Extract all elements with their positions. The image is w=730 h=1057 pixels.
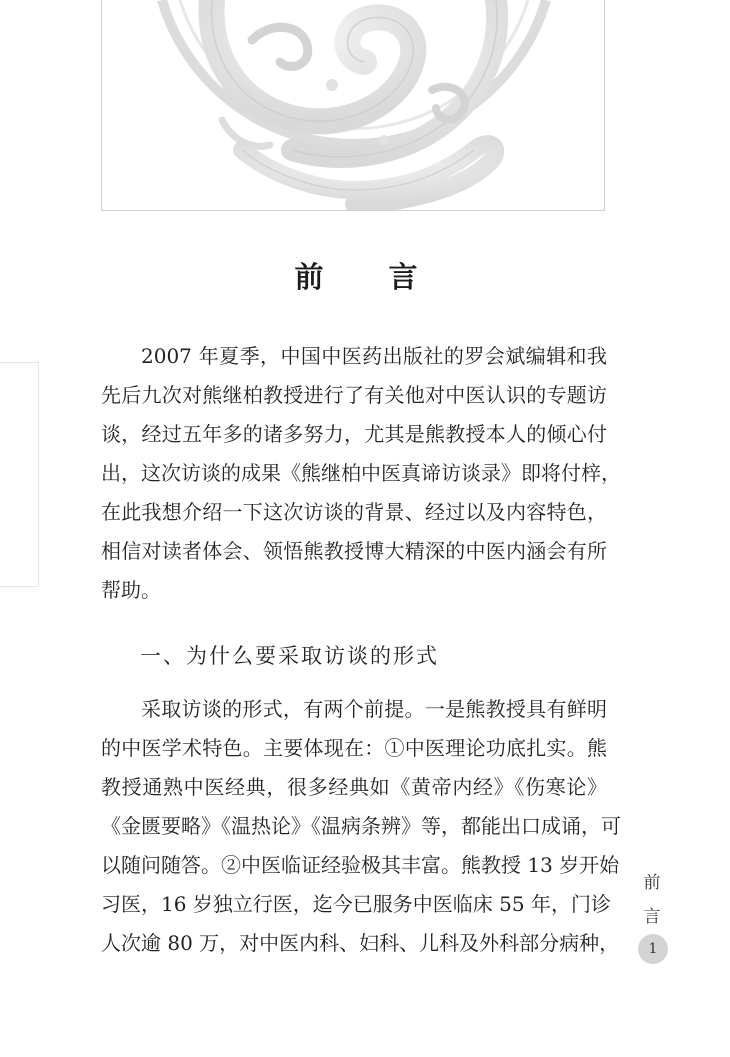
page-number-badge: 1	[638, 934, 668, 964]
running-head-char: 前	[643, 873, 661, 893]
text-line: 习医，16 岁独立行医，迄今已服务中医临床 55 年，门诊	[101, 892, 611, 916]
header-ornament-image	[101, 0, 605, 211]
text-line: 教授通熟中医经典，很多经典如《黄帝内经》《伤寒论》	[101, 775, 607, 799]
text-line: 相信对读者体会、领悟熊教授博大精深的中医内涵会有所	[101, 539, 607, 563]
running-head	[640, 866, 664, 934]
section-paragraph	[101, 690, 621, 963]
text-line: 帮助。	[101, 578, 161, 602]
intro-paragraph	[101, 337, 621, 610]
text-line: 谈，经过五年多的诸多努力，尤其是熊教授本人的倾心付	[101, 422, 607, 446]
text-line: 人次逾 80 万，对中医内科、妇科、儿科及外科部分病种，	[101, 931, 620, 955]
running-head-char: 言	[643, 907, 661, 927]
text-line: 采取访谈的形式，有两个前提。一是熊教授具有鲜明	[141, 697, 607, 721]
text-line: 出，这次访谈的成果《熊继柏中医真谛访谈录》即将付梓，	[101, 461, 621, 485]
text-line: 2007 年夏季，中国中医药出版社的罗会斌编辑和我	[141, 344, 607, 368]
text-line: 《金匮要略》《温热论》《温病条辨》等，都能出口成诵，可	[101, 814, 621, 838]
jade-dragon-disc-icon	[102, 0, 605, 211]
text-line: 先后九次对熊继柏教授进行了有关他对中医认识的专题访	[101, 383, 607, 407]
text-line: 在此我想介绍一下这次访谈的背景、经过以及内容特色，	[101, 500, 607, 524]
text-line: 以随问随答。②中医临证经验极其丰富。熊教授 13 岁开始	[101, 853, 620, 877]
chapter-title: 前 言	[294, 260, 436, 295]
page-edge-tab	[0, 362, 39, 587]
section-heading: 一、为什么要采取访谈的形式	[140, 644, 439, 668]
text-line: 的中医学术特色。主要体现在：①中医理论功底扎实。熊	[101, 736, 607, 760]
